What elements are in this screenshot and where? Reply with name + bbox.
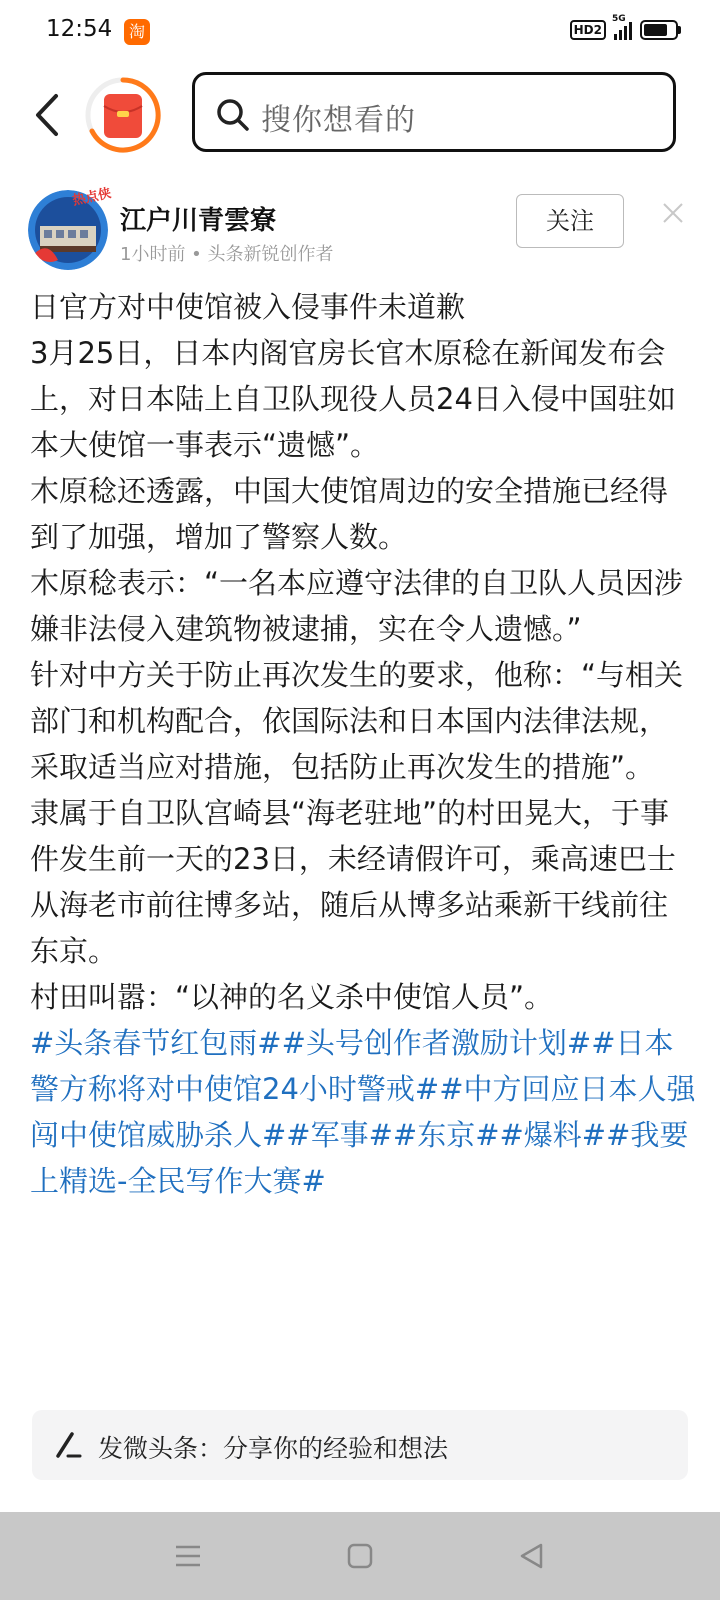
status-time: 12:54 <box>46 16 113 42</box>
status-bar <box>0 0 720 62</box>
home-square-icon[interactable] <box>340 1536 380 1576</box>
author-row <box>0 186 720 280</box>
back-arrow-icon[interactable] <box>28 90 68 140</box>
hashtag-links[interactable]: #头条春节红包雨##头号创作者激励计划##日本警方称将对中使馆24小时警戒##中方回应日本人强闯中使馆威胁杀人##军事##东京##爆料##我要上精选-全民写作大赛# <box>30 1026 696 1198</box>
menu-icon[interactable] <box>168 1536 208 1576</box>
taobao-notification-icon: 淘 <box>124 19 150 45</box>
signal-icon <box>612 14 632 40</box>
close-icon[interactable] <box>660 200 686 226</box>
battery-icon <box>640 20 678 40</box>
search-input[interactable] <box>192 72 676 152</box>
search-icon <box>215 97 251 133</box>
article-paragraph: 3月25日，日本内阁官房长官木原稔在新闻发布会上，对日本陆上自卫队现役人员24日入侵中国驻如本大使馆一事表示“遗憾”。 <box>30 336 676 462</box>
search-placeholder: 搜你想看的 <box>261 103 416 138</box>
hd-voice-icon: HD2 <box>570 20 606 40</box>
article-body <box>30 284 696 1204</box>
article-title: 日官方对中使馆被入侵事件未道歉 <box>30 290 466 324</box>
system-nav-bar <box>0 1512 720 1600</box>
article-paragraph: 村田叫嚣：“以神的名义杀中使馆人员”。 <box>30 980 554 1014</box>
triangle-back-icon[interactable] <box>512 1536 552 1576</box>
article-paragraph: 针对中方关于防止再次发生的要求，他称：“与相关部门和机构配合，依国际法和日本国内法律法规，采取适当应对措施，包括防止再次发生的措施”。 <box>30 658 684 784</box>
follow-button[interactable]: 关注 <box>516 194 624 248</box>
top-bar <box>0 68 720 164</box>
article-paragraph: 木原稔表示：“一名本应遵守法律的自卫队人员因涉嫌非法侵入建筑物被逮捕，实在令人遗憾。” <box>30 566 684 646</box>
red-packet-icon[interactable] <box>84 76 162 154</box>
article-paragraph: 隶属于自卫队宫崎县“海老驻地”的村田晃大，于事件发生前一天的23日，未经请假许可，乘高速巴士从海老市前往博多站，随后从博多站乘新干线前往东京。 <box>30 796 676 968</box>
compose-label: 发微头条：分享你的经验和想法 <box>98 1434 449 1463</box>
author-name[interactable]: 江户川青雲寮 <box>120 206 277 236</box>
status-indicators <box>570 14 678 40</box>
battery-level <box>644 24 667 36</box>
pen-icon <box>54 1430 84 1460</box>
author-meta: 1小时前 • 头条新锐创作者 <box>120 244 334 265</box>
avatar-badge: 热点侠 <box>71 186 113 209</box>
network-type-label: 5G <box>612 14 626 24</box>
compose-post-bar[interactable] <box>32 1410 688 1480</box>
article-paragraph: 木原稔还透露，中国大使馆周边的安全措施已经得到了加强，增加了警察人数。 <box>30 474 669 554</box>
